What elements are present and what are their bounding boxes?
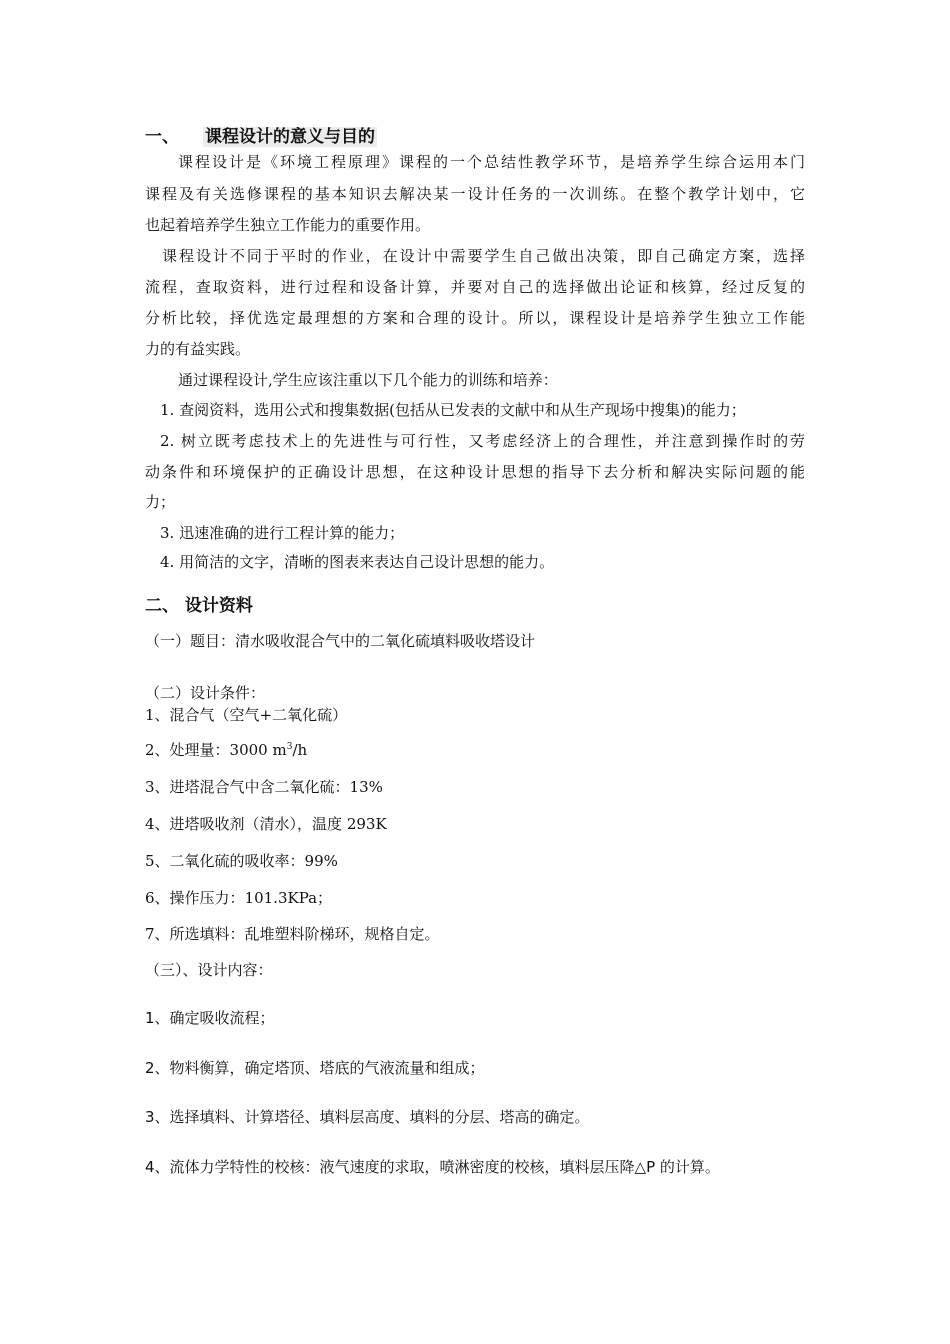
condition-2: [145, 740, 307, 760]
content-heading: （三）、设计内容：: [145, 961, 273, 979]
condition-5: 5、二氧化硫的吸收率：99%: [145, 852, 338, 870]
condition-4: 4、进塔吸收剂（清水），温度 293K: [145, 815, 387, 833]
condition-3: 3、进塔混合气中含二氧化硫：13%: [145, 778, 383, 796]
condition-7: 7、所选填料：乱堆塑料阶梯环，规格自定。: [145, 925, 440, 943]
content-item-2: 2、物料衡算，确定塔顶、塔底的气液流量和组成；: [145, 1059, 485, 1077]
paragraph-2-line-1: 课程设计不同于平时的作业，在设计中需要学生自己做出决策，即自己确定方案，选择: [162, 247, 805, 265]
section-1-number: 一、: [145, 127, 179, 147]
ability-item-2-line-3: 力；: [145, 493, 176, 511]
ability-item-3: 3. 迅速准确的进行工程计算的能力；: [160, 524, 405, 542]
condition-6: 6、操作压力：101.3KPa；: [145, 889, 333, 907]
condition-2-unit: /h: [292, 741, 308, 759]
section-1-title: 课程设计的意义与目的: [205, 127, 375, 147]
paragraph-2-line-4: 力的有益实践。: [145, 340, 251, 358]
ability-item-2-line-1: 2. 树立既考虑技术上的先进性与可行性，又考虑经济上的合理性，并注意到操作时的劳: [160, 432, 805, 450]
section-2-heading: 二、 设计资料: [145, 596, 253, 616]
paragraph-3: 通过课程设计,学生应该注重以下几个能力的训练和培养：: [178, 371, 558, 389]
paragraph-2-line-3: 分析比较，择优选定最理想的方案和合理的设计。所以，课程设计是培养学生独立工作能: [145, 309, 805, 327]
content-item-3: 3、选择填料、计算塔径、填料层高度、填料的分层、塔高的确定。: [145, 1108, 590, 1126]
ability-item-4: 4. 用简洁的文字，清晰的图表来表达自己设计思想的能力。: [160, 553, 555, 571]
condition-2-superscript: 3: [286, 742, 293, 752]
content-item-1: 1、确定吸收流程；: [145, 1009, 275, 1027]
design-topic: （一）题目：清水吸收混合气中的二氧化硫填料吸收塔设计: [145, 632, 536, 650]
ability-item-2-line-2: 动条件和环境保护的正确设计思想，在这种设计思想的指导下去分析和解决实际问题的能: [145, 463, 805, 481]
ability-item-1: 1. 查阅资料，选用公式和搜集数据(包括从已发表的文献中和从生产现场中搜集)的能力；: [160, 401, 746, 419]
content-item-4: 4、流体力学特性的校核：液气速度的求取，喷淋密度的校核，填料层压降△P 的计算。: [145, 1158, 720, 1176]
paragraph-1-line-3: 也起着培养学生独立工作能力的重要作用。: [145, 216, 431, 234]
paragraph-1-line-1-text: 课程设计是《环境工程原理》课程的一个总结性教学环节，是培养学生综合运用本门: [178, 153, 805, 171]
condition-2-text: 2、处理量：3000 m: [145, 741, 287, 759]
condition-1: 1、混合气（空气+二氧化硫）: [145, 706, 348, 724]
section-1-heading: [145, 127, 377, 147]
paragraph-1-line-2: 课程及有关选修课程的基本知识去解决某一设计任务的一次训练。在整个教学计划中，它: [145, 185, 805, 203]
paragraph-2-line-2: 流程，查取资料，进行过程和设备计算，并要对自己的选择做出论证和核算，经过反复的: [145, 278, 805, 296]
conditions-heading: （二）设计条件：: [145, 684, 266, 702]
